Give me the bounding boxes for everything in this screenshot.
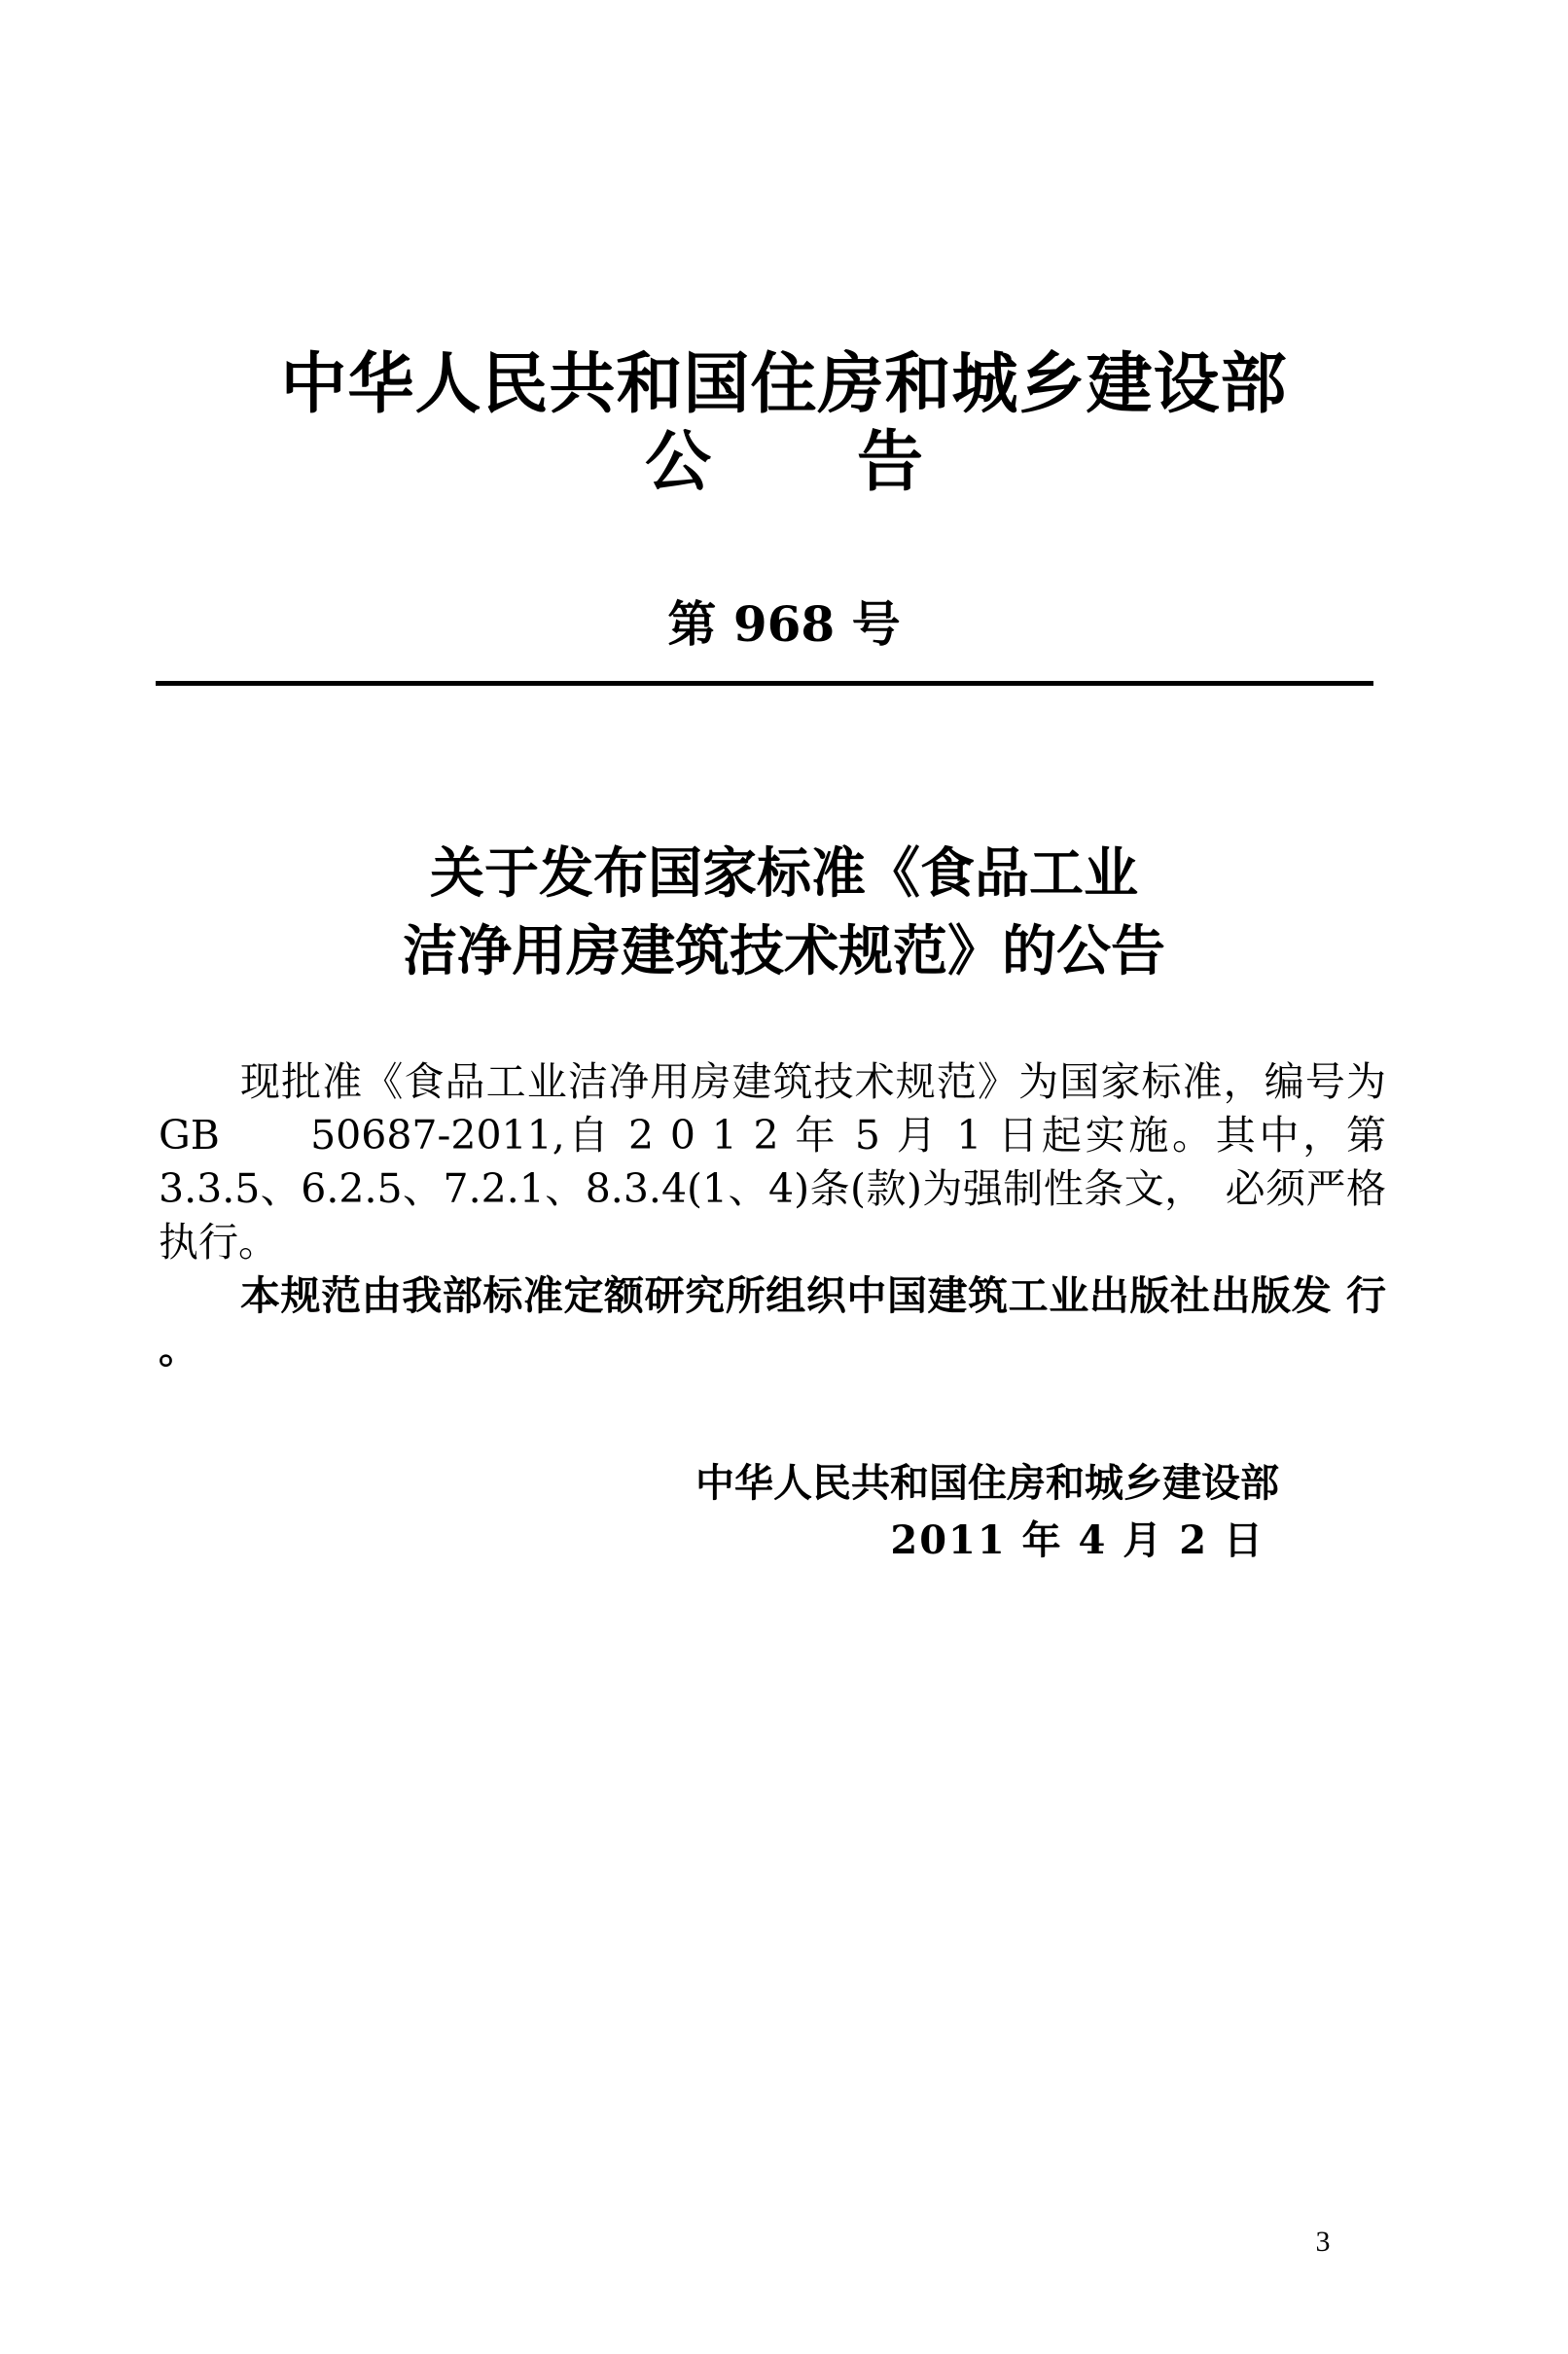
notice-body (159, 1055, 1386, 1376)
notice-title-line-1: 关于发布国家标准《食品工业 (430, 841, 1138, 906)
signature-organization: 中华人民共和国住房和城乡建设部 (695, 1460, 1279, 1506)
notice-title (0, 835, 1568, 990)
signature-date: 2011 年 4 月 2 日 (890, 1517, 1265, 1563)
body-paragraph-1: 现批准《食品工业洁净用房建筑技术规范》为国家标准，编号为GB 50687-2011,自 2 0 1 2 年 5 月 1 日起实施。其中，第 3.3.5、6.2.5、7.2.1、8.3.4(1、4)条(款)为强制性条文， 必须严格执行。 (159, 1058, 1386, 1266)
notice-number: 第 968 号 (667, 595, 901, 653)
page-number: 3 (1315, 2226, 1331, 2258)
header-divider (156, 681, 1373, 686)
notice-heading: 公告 (644, 423, 1069, 501)
notice-title-line-2: 洁净用房建筑技术规范》的公告 (403, 919, 1165, 983)
body-paragraph-2: 本规范由我部标准定额研究所组织中国建筑工业出版社出版发 行 。 (159, 1272, 1386, 1373)
issuer-heading: 中华人民共和国住房和城乡建设部 (280, 345, 1288, 423)
